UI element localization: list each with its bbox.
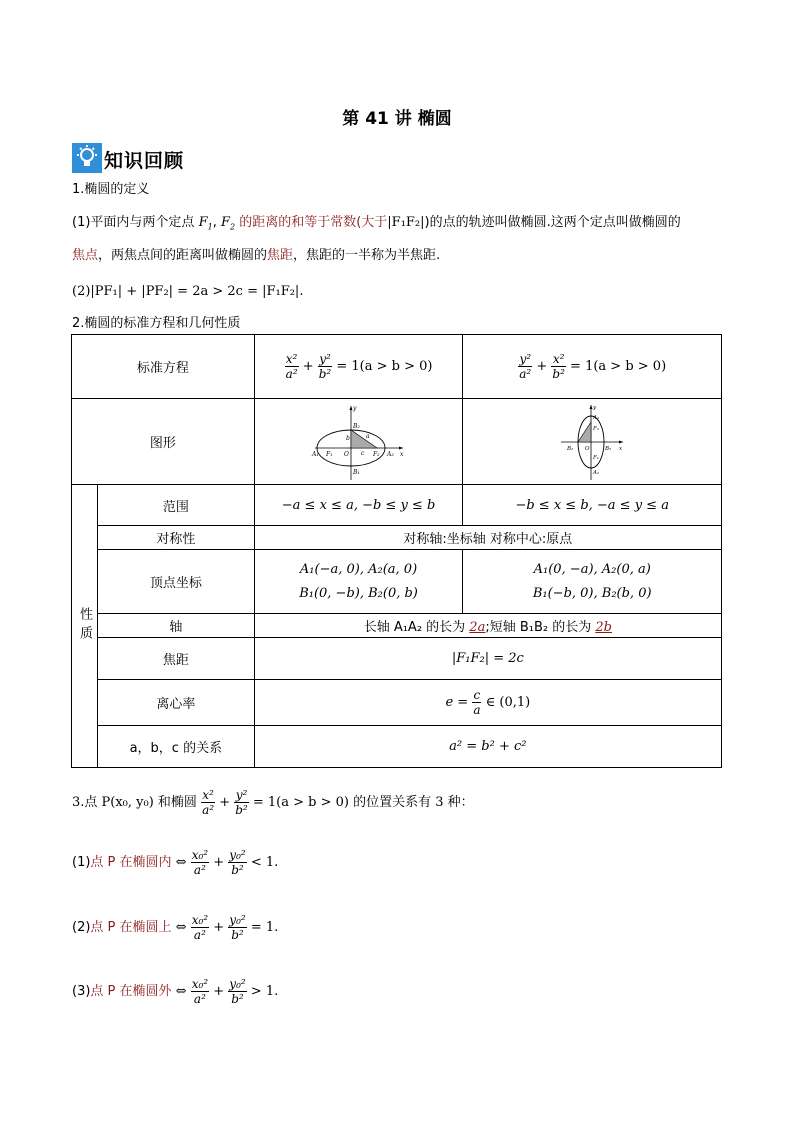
svg-text:O: O [585, 445, 590, 452]
section3-intro: 3.点 P(x₀, y₀) 和椭圆 $\frac{\text{x²}}{\text{a²}}$ + $\frac{\text{y²}}{\text{b²}}$ = 1(a > b > 0) 的位置关系有 3 种： [72, 788, 474, 817]
svg-text:A₁: A₁ [311, 450, 319, 458]
ellipse-figure-vertical [463, 399, 722, 485]
equation-vertical: $\frac{\text{y²}}{\text{a²}}$ + $\frac{\text{x²}}{\text{b²}}$ = 1(a > b > 0) [463, 335, 722, 399]
focal-distance-value: |F₁F₂| = 2c [254, 638, 721, 680]
row-label-symmetry: 对称性 [97, 526, 254, 550]
table-row [72, 526, 722, 550]
table-row [72, 726, 722, 768]
position-case-on: (2)点 P 在椭圆上 ⇔ $\frac{\text{x₀²}}{\text{a²}}$ + $\frac{\text{y₀²}}{\text{b²}}$ = 1. [72, 913, 279, 942]
table-row [72, 638, 722, 680]
row-label-range: 范围 [97, 485, 254, 526]
svg-text:A₂: A₂ [593, 414, 600, 421]
ellipse-figure-horizontal [254, 399, 463, 485]
range-horizontal: −a ≤ x ≤ a, −b ≤ y ≤ b [254, 485, 463, 526]
position-case-inside: (1)点 P 在椭圆内 ⇔ $\frac{\text{x₀²}}{\text{a²}}$ + $\frac{\text{y₀²}}{\text{b²}}$ < 1. [72, 848, 279, 877]
symmetry-value: 对称轴:坐标轴 对称中心:原点 [254, 526, 721, 550]
svg-text:y: y [352, 404, 356, 412]
table-row [72, 550, 722, 614]
svg-text:F₁: F₁ [325, 450, 333, 458]
svg-text:B₁: B₁ [352, 468, 360, 476]
svg-text:O: O [343, 450, 349, 458]
svg-text:a: a [365, 432, 370, 440]
definition-line2: 焦点，两焦点间的距离叫做椭圆的焦距，焦距的一半称为半焦距. [72, 248, 441, 263]
eccentricity-value: e = $\frac{c}{a}$ ∈ (0,1) [254, 680, 721, 726]
definition-line1: (1)平面内与两个定点 $F_1$, $F_2$ 的距离的和等于常数(大于|F₁F₂|)的点的轨迹叫做椭圆.这两个定点叫做椭圆的 [72, 215, 681, 232]
svg-text:c: c [360, 449, 364, 457]
table-row [72, 614, 722, 638]
section2-heading: 2.椭圆的标准方程和几何性质 [72, 316, 241, 331]
svg-text:B₂: B₂ [352, 422, 360, 430]
table-row [72, 399, 722, 485]
svg-text:B₁: B₁ [567, 445, 574, 452]
definition-line3: (2)|PF₁| + |PF₂| = 2a > 2c = |F₁F₂|. [72, 284, 304, 299]
row-label-standard-equation: 标准方程 [72, 335, 255, 399]
equation-horizontal: $\frac{\text{x²}}{\text{a²}}$ + $\frac{\text{y²}}{\text{b²}}$ = 1(a > b > 0) [254, 335, 463, 399]
svg-text:F₁: F₁ [593, 454, 600, 461]
svg-text:B₂: B₂ [605, 445, 612, 452]
range-vertical: −b ≤ x ≤ b, −a ≤ y ≤ a [463, 485, 722, 526]
row-label-relation: a，b，c 的关系 [97, 726, 254, 768]
svg-text:A₁: A₁ [593, 469, 600, 476]
svg-text:x: x [619, 445, 623, 452]
table-row [72, 335, 722, 399]
row-label-vertices: 顶点坐标 [97, 550, 254, 614]
position-case-outside: (3)点 P 在椭圆外 ⇔ $\frac{\text{x₀²}}{\text{a²}}$ + $\frac{\text{y₀²}}{\text{b²}}$ > 1. [72, 977, 279, 1006]
page-title: 第 41 讲 椭圆 [342, 109, 452, 129]
svg-text:F₂: F₂ [372, 450, 380, 458]
relation-value: a² = b² + c² [254, 726, 721, 768]
svg-text:x: x [399, 450, 403, 458]
row-label-eccentricity: 离心率 [97, 680, 254, 726]
row-group-properties: 性质 [72, 485, 98, 768]
lightbulb-icon [72, 143, 102, 173]
svg-text:A₂: A₂ [386, 450, 394, 458]
table-row [72, 680, 722, 726]
row-label-figure: 图形 [72, 399, 255, 485]
table-row [72, 485, 722, 526]
section1-heading: 1.椭圆的定义 [72, 182, 150, 197]
vertices-horizontal: A₁(−a, 0), A₂(a, 0) B₁(0, −b), B₂(0, b) [254, 550, 463, 614]
axis-value: 长轴 A₁A₂ 的长为 2a;短轴 B₁B₂ 的长为 2b [254, 614, 721, 638]
row-label-axis: 轴 [97, 614, 254, 638]
svg-text:y: y [593, 404, 597, 411]
section-banner: 知识回顾 [104, 150, 185, 172]
svg-text:F₂: F₂ [593, 425, 600, 432]
vertices-vertical: A₁(0, −a), A₂(0, a) B₁(−b, 0), B₂(b, 0) [463, 550, 722, 614]
row-label-focal-distance: 焦距 [97, 638, 254, 680]
properties-table [71, 334, 722, 768]
svg-text:b: b [345, 434, 350, 442]
